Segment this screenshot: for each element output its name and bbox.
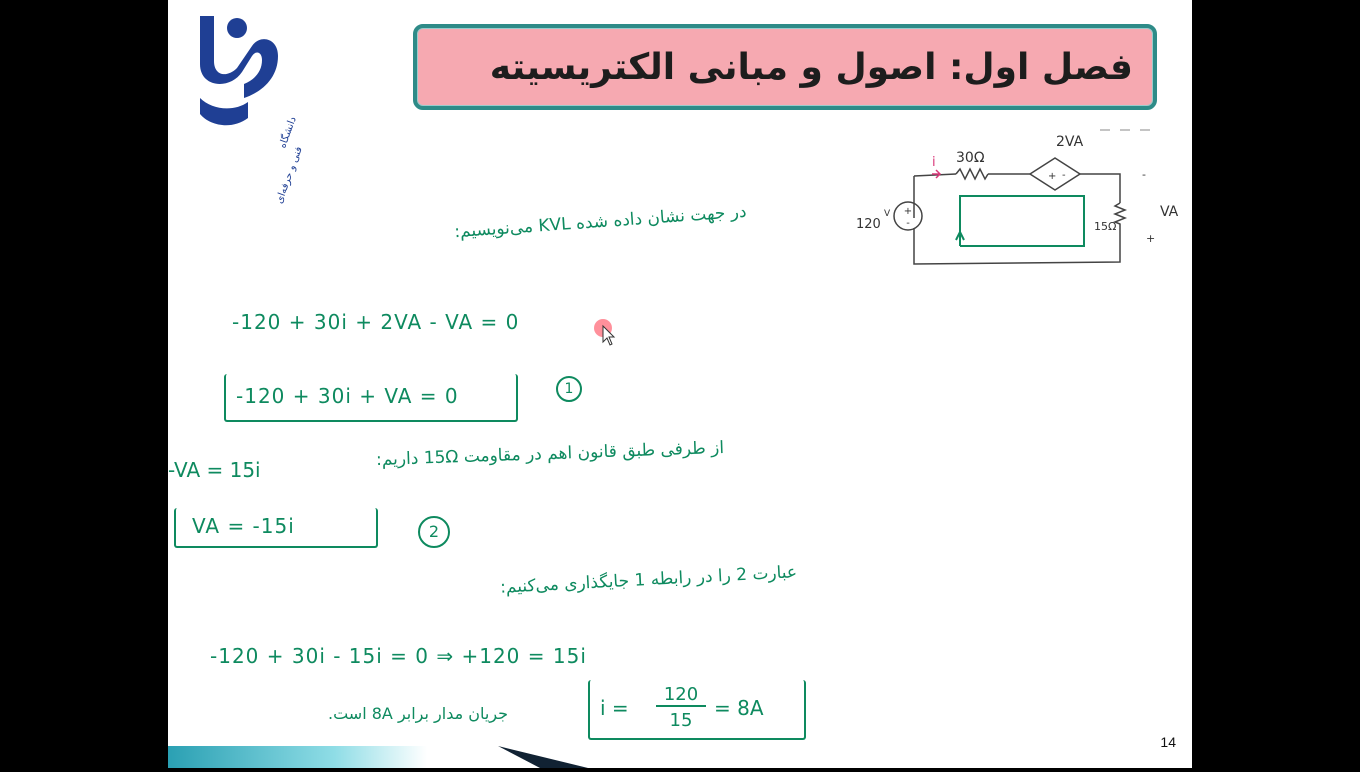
circuit-diagram — [848, 118, 1188, 282]
svg-text:+: + — [903, 206, 913, 217]
equation-1: -120 + 30i + VA = 0 — [236, 384, 459, 408]
title-box — [413, 24, 1157, 110]
result-denominator: 15 — [669, 710, 693, 731]
resistor-30-label: 30Ω — [956, 150, 985, 166]
source-label: 120 — [856, 217, 881, 232]
result-i: i = — [600, 696, 629, 720]
resistor-15-label: 15Ω — [1094, 220, 1117, 233]
equation-1-box — [224, 374, 518, 422]
svg-text:-: - — [1062, 170, 1066, 181]
equation-2: VA = -15i — [192, 514, 295, 538]
equation-2-box — [174, 508, 378, 548]
svg-text:+: + — [1048, 171, 1057, 182]
svg-text:+: + — [1146, 232, 1156, 245]
dependent-source-label: 2VA — [1056, 134, 1084, 150]
substitute-instruction: عبارت 2 را در رابطه 1 جایگذاری می‌کنیم: — [499, 562, 798, 598]
equation-1-number: 1 — [556, 376, 582, 402]
ohm-equation: -VA = 15i — [168, 458, 261, 482]
svg-text:V: V — [884, 209, 891, 219]
result-text: جریان مدار برابر 8A است. — [328, 704, 509, 723]
logo-text-1: دانشگاه — [277, 115, 299, 150]
current-arrow-icon — [932, 170, 940, 178]
kvl-equation: -120 + 30i + 2VA - VA = 0 — [232, 310, 520, 334]
ohm-instruction: از طرفی طبق قانون اهم در مقاومت 15Ω داریم: — [375, 437, 725, 471]
substituted-equation: -120 + 30i - 15i = 0 ⇒ +120 = 15i — [210, 644, 587, 668]
university-logo — [192, 6, 307, 206]
svg-text:-: - — [906, 218, 910, 229]
logo-text-2: فنی و حرفه‌ای — [274, 145, 305, 206]
result-numerator: 120 — [656, 684, 706, 707]
loop-arrow-icon — [956, 196, 1084, 246]
page-number: 14 — [1160, 734, 1176, 750]
result-box — [588, 680, 806, 740]
equation-2-number: 2 — [418, 516, 450, 548]
slide — [168, 0, 1192, 768]
kvl-instruction: در جهت نشان داده شده KVL می‌نویسیم: — [453, 201, 748, 243]
va-label: VA — [1160, 204, 1179, 220]
svg-text:-: - — [1142, 168, 1146, 181]
slide-title: فصل اول: اصول و مبانی الکتریسیته — [489, 46, 1133, 88]
result-value: = 8A — [714, 696, 764, 720]
current-label: i — [932, 155, 936, 170]
pointer-cursor-icon — [593, 318, 617, 350]
footer-decoration — [168, 746, 1192, 768]
